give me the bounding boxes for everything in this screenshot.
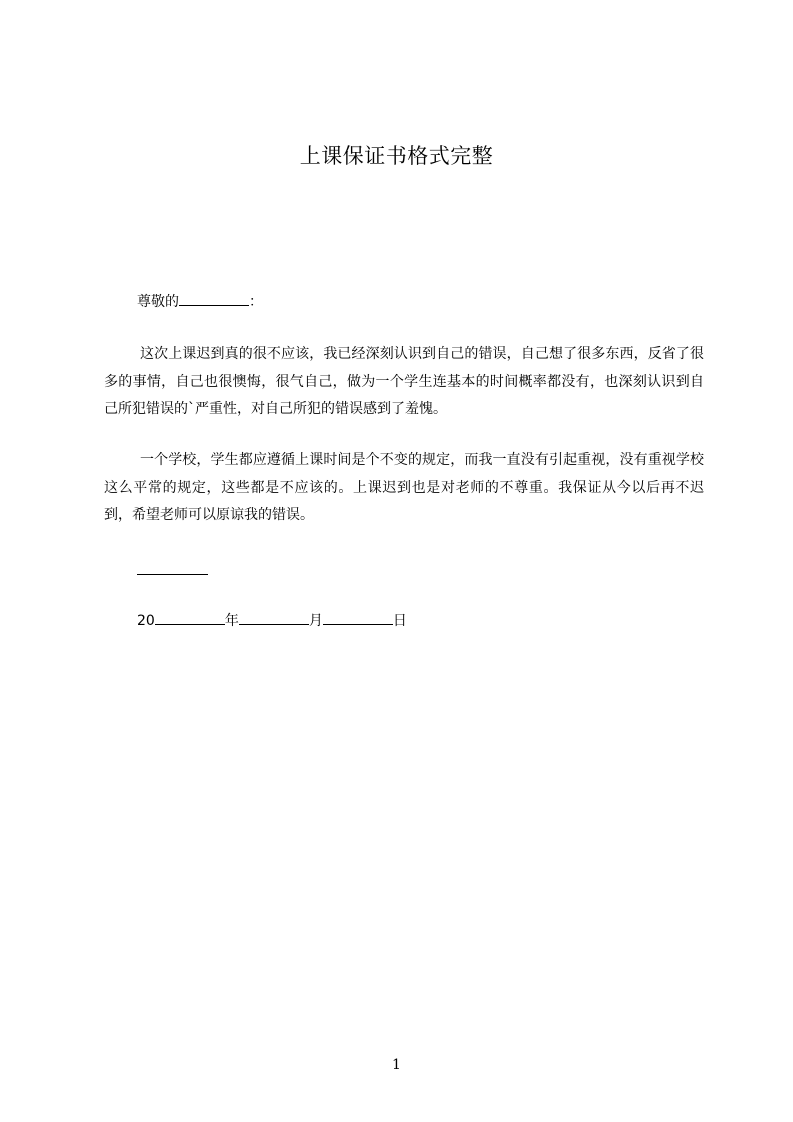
body-paragraph-2: 一个学校，学生都应遵循上课时间是个不变的规定，而我一直没有引起重视，没有重视学校这么平常的规定，这些都是不应该的。上课迟到也是对老师的不尊重。我保证从今以后再不迟到，希望老师可以原谅我的错误。 [104,452,704,523]
body-paragraph-1: 这次上课迟到真的很不应该，我已经深刻认识到自己的错误，自己想了很多东西，反省了很多的事情，自己也很懊悔，很气自己，做为一个学生连基本的时间概率都没有，也深刻认识到自己所犯错误的`严重性，对自己所犯的错误感到了羞愧。 [104,346,704,417]
salutation-suffix: ： [249,294,263,310]
signature-blank [137,574,208,575]
date-month-label: 月 [308,613,323,629]
date-line [137,610,407,631]
year-blank [155,610,225,625]
day-blank [323,610,393,625]
salutation-prefix: 尊敬的 [137,294,179,310]
recipient-blank [179,291,249,306]
month-blank [239,610,309,625]
date-day-label: 日 [392,613,407,629]
salutation [137,291,263,312]
page-number: 1 [392,1057,401,1073]
date-prefix: 20 [137,613,155,629]
document-title: 上课保证书格式完整 [299,144,494,168]
date-year-label: 年 [224,613,239,629]
